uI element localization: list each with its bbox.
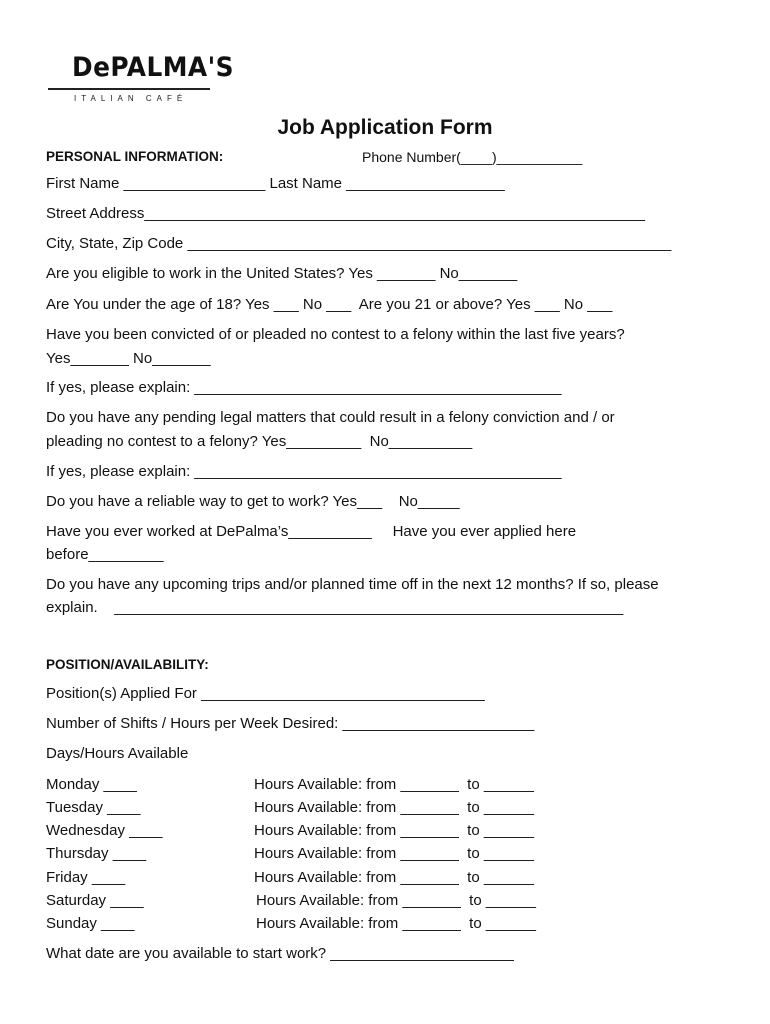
days-hours-header: Days/Hours Available (46, 745, 189, 762)
upcoming-trips-question: Do you have any upcoming trips and/or planned time off in the next 12 months? If so, please (46, 576, 659, 593)
hours-tuesday[interactable]: Hours Available: from _______ to ______ (254, 799, 534, 816)
day-wednesday[interactable]: Wednesday ____ (46, 822, 163, 839)
day-sunday[interactable]: Sunday ____ (46, 915, 135, 932)
phone-number-field[interactable]: Phone Number(____)___________ (362, 149, 583, 165)
logo-divider (48, 88, 210, 90)
city-state-zip-field[interactable]: City, State, Zip Code __________________________________________________________ (46, 235, 672, 252)
applied-before-answer[interactable]: before_________ (46, 546, 164, 563)
start-date-field[interactable]: What date are you available to start work? ______________________ (46, 945, 514, 962)
hours-wednesday[interactable]: Hours Available: from _______ to ______ (254, 822, 534, 839)
felony-answer[interactable]: Yes_______ No_______ (46, 350, 211, 367)
page-title: Job Application Form (277, 116, 493, 139)
street-address-field[interactable]: Street Address____________________________________________________________ (46, 205, 645, 222)
day-thursday[interactable]: Thursday ____ (46, 845, 147, 862)
shifts-desired-field[interactable]: Number of Shifts / Hours per Week Desired: _______________________ (46, 715, 535, 732)
hours-sunday[interactable]: Hours Available: from _______ to ______ (256, 915, 536, 932)
day-friday[interactable]: Friday ____ (46, 869, 126, 886)
age-question[interactable]: Are You under the age of 18? Yes ___ No ___ Are you 21 or above? Yes ___ No ___ (46, 296, 613, 313)
pending-legal-question: Do you have any pending legal matters that could result in a felony conviction and / or (46, 409, 615, 426)
day-tuesday[interactable]: Tuesday ____ (46, 799, 141, 816)
felony-question: Have you been convicted of or pleaded no contest to a felony within the last five years? (46, 326, 625, 343)
name-fields[interactable]: First Name _________________ Last Name ___________________ (46, 175, 505, 192)
pending-explain-field[interactable]: If yes, please explain: ____________________________________________ (46, 463, 562, 480)
position-applied-field[interactable]: Position(s) Applied For __________________________________ (46, 685, 485, 702)
hours-monday[interactable]: Hours Available: from _______ to ______ (254, 776, 534, 793)
personal-section-heading: PERSONAL INFORMATION: (46, 149, 224, 164)
work-eligibility-question[interactable]: Are you eligible to work in the United States? Yes _______ No_______ (46, 265, 518, 282)
position-section-heading: POSITION/AVAILABILITY: (46, 657, 209, 672)
logo-tagline: ITALIAN CAFÉ (74, 94, 188, 103)
reliable-transport-question[interactable]: Do you have a reliable way to get to work? Yes___ No_____ (46, 493, 460, 510)
pending-legal-answer[interactable]: pleading no contest to a felony? Yes_________ No__________ (46, 433, 473, 450)
worked-here-question[interactable]: Have you ever worked at DePalma’s__________ Have you ever applied here (46, 523, 577, 540)
hours-friday[interactable]: Hours Available: from _______ to ______ (254, 869, 534, 886)
day-saturday[interactable]: Saturday ____ (46, 892, 144, 909)
day-monday[interactable]: Monday ____ (46, 776, 137, 793)
company-logo: DePALMA'S (72, 52, 235, 83)
hours-saturday[interactable]: Hours Available: from _______ to ______ (256, 892, 536, 909)
hours-thursday[interactable]: Hours Available: from _______ to ______ (254, 845, 534, 862)
felony-explain-field[interactable]: If yes, please explain: ____________________________________________ (46, 379, 562, 396)
upcoming-trips-explain-field[interactable]: explain. _____________________________________________________________ (46, 599, 624, 616)
